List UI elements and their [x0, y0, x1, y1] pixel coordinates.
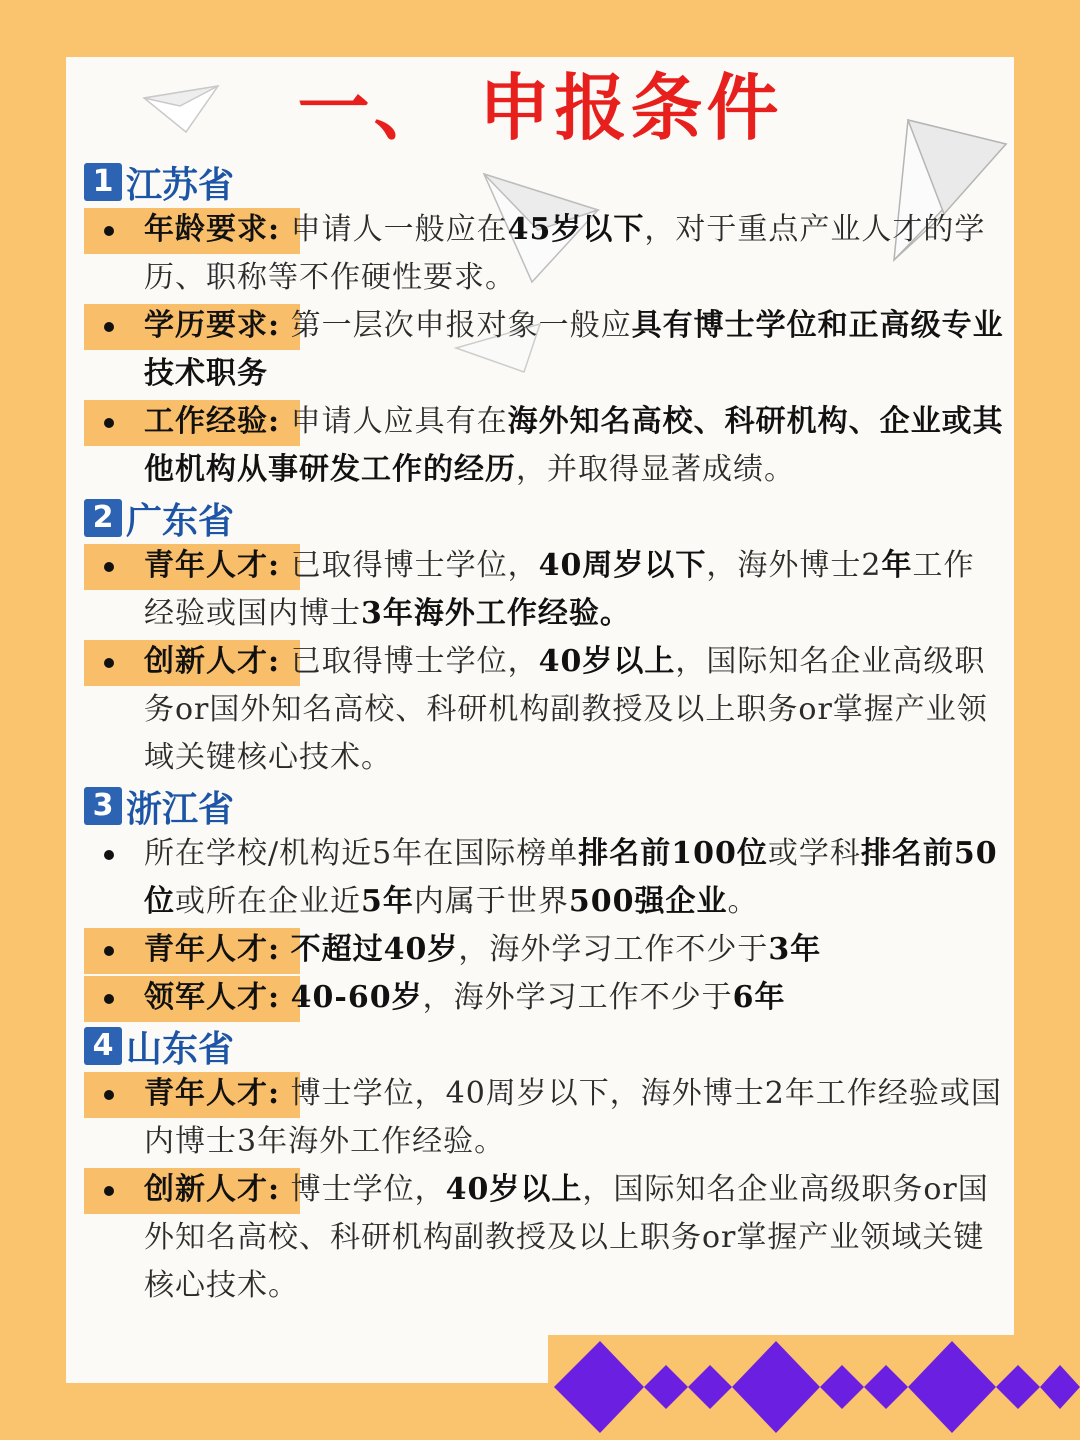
- plain-text: ，海外学习工作不少于: [458, 932, 769, 967]
- plain-text: 第一层次申报对象一般应: [290, 308, 632, 343]
- item-label-colon: :: [268, 404, 281, 439]
- bullet-item: [84, 206, 1004, 302]
- bullet-dot: [104, 1090, 114, 1100]
- bullet-item: [84, 302, 1004, 398]
- plain-text: 或所在企业近: [175, 884, 361, 919]
- bullet-dot: [104, 1186, 114, 1196]
- plain-text: 工作经验或国内博士: [144, 548, 975, 631]
- bullet-dot: [104, 658, 114, 668]
- bullet-dot: [104, 994, 114, 1004]
- item-label-colon: :: [268, 212, 281, 247]
- item-label-colon: :: [268, 1172, 281, 1207]
- province-number-badge: 3: [84, 787, 122, 825]
- plain-text: 。: [727, 884, 759, 919]
- province-heading: [84, 158, 1004, 206]
- plain-text: 所在学校/机构近5年在国际榜单: [144, 836, 579, 871]
- bullet-text: [144, 932, 821, 967]
- bold-text: 年: [881, 548, 913, 583]
- plain-text: 或学科: [767, 836, 861, 871]
- plain-text: ，对于重点产业人才的学历、职称等不作硬性要求。: [144, 212, 986, 295]
- item-label-colon: :: [268, 980, 281, 1015]
- bold-text: 5年: [361, 884, 414, 919]
- plain-text: 内属于世界: [413, 884, 569, 919]
- plain-text: 博士学位，40周岁以下，海外博士2年工作经验或国内博士3年海外工作经验。: [144, 1076, 1002, 1159]
- item-label-colon: :: [268, 548, 281, 583]
- item-label: 青年人才: [144, 548, 268, 583]
- bold-text: 40-60岁: [290, 980, 423, 1015]
- item-label: 青年人才: [144, 1076, 268, 1111]
- bold-text: 3年海外工作经验。: [361, 596, 631, 631]
- item-label-colon: :: [268, 1076, 281, 1111]
- bullet-item: [84, 1070, 1004, 1166]
- plain-text: 申请人应具有在: [290, 404, 508, 439]
- item-label: 工作经验: [144, 404, 268, 439]
- bullet-text: [144, 644, 988, 775]
- plain-text: ，国际知名企业高级职务or国外知名高校、科研机构副教授及以上职务or掌握产业领域关键核心技术。: [144, 1172, 989, 1303]
- bold-text: 排名前50位: [144, 836, 998, 919]
- bold-text: 40岁以上: [538, 644, 676, 679]
- province-heading: [84, 494, 1004, 542]
- bold-text: 6年: [732, 980, 786, 1015]
- plain-text: 已取得博士学位，: [290, 548, 539, 583]
- plain-text: ，国际知名企业高级职务or国外知名高校、科研机构副教授及以上职务or掌握产业领域关键核心技术。: [144, 644, 988, 775]
- bold-text: 排名前100位: [578, 836, 768, 871]
- bold-text: 海外知名高校、科研机构、企业或其他机构从事研发工作的经历: [144, 404, 1004, 487]
- bullet-dot: [104, 562, 114, 572]
- item-label: 创新人才: [144, 1172, 268, 1207]
- item-label-colon: :: [268, 308, 281, 343]
- bold-text: 3年: [768, 932, 822, 967]
- page-title: 一、 申报条件: [297, 65, 783, 150]
- item-label: 年龄要求: [144, 212, 268, 247]
- bullet-text: [144, 836, 998, 919]
- province-number-badge: 1: [84, 163, 122, 201]
- bold-text: 500强企业: [568, 884, 728, 919]
- bullet-dot: [104, 418, 114, 428]
- plain-text: 申请人一般应在: [290, 212, 508, 247]
- item-label: 青年人才: [144, 932, 268, 967]
- item-label-colon: :: [268, 644, 281, 679]
- plain-text: ，并取得显著成绩。: [516, 452, 795, 487]
- plain-text: 博士学位，: [290, 1172, 446, 1207]
- bullet-item: [84, 926, 1004, 974]
- plain-text: ，海外学习工作不少于: [422, 980, 733, 1015]
- bullet-item: [84, 1166, 1004, 1310]
- bullet-item: [84, 974, 1004, 1022]
- province-heading: [84, 1022, 1004, 1070]
- province-name: 广东省: [126, 499, 235, 542]
- bold-text: 不超过40岁: [290, 932, 459, 967]
- bullet-dot: [104, 322, 114, 332]
- bold-text: 具有博士学位和正高级专业技术职务: [144, 308, 1004, 391]
- bullet-text: [144, 1172, 989, 1303]
- diamond-pattern-decoration: [548, 1335, 1080, 1440]
- province-name: 江苏省: [126, 163, 235, 206]
- item-label: 创新人才: [144, 644, 268, 679]
- province-number-badge: 2: [84, 499, 122, 537]
- province-name: 浙江省: [126, 787, 235, 830]
- bullet-item: [84, 542, 1004, 638]
- item-label-colon: :: [268, 932, 281, 967]
- bullet-dot: [104, 946, 114, 956]
- bullet-item: [84, 830, 1004, 926]
- plain-text: 已取得博士学位，: [290, 644, 539, 679]
- bullet-dot: [104, 850, 114, 860]
- conditions-list: [84, 158, 1004, 1310]
- province-name: 山东省: [126, 1027, 235, 1070]
- bullet-dot: [104, 226, 114, 236]
- item-label: 领军人才: [144, 980, 268, 1015]
- bold-text: 45岁以下: [507, 212, 645, 247]
- bold-text: 40周岁以下: [538, 548, 707, 583]
- bullet-text: [144, 980, 785, 1015]
- bullet-item: [84, 398, 1004, 494]
- bullet-item: [84, 638, 1004, 782]
- province-number-badge: 4: [84, 1027, 122, 1065]
- bold-text: 40岁以上: [445, 1172, 583, 1207]
- item-label: 学历要求: [144, 308, 268, 343]
- province-heading: [84, 782, 1004, 830]
- plain-text: ，海外博士2: [706, 548, 882, 583]
